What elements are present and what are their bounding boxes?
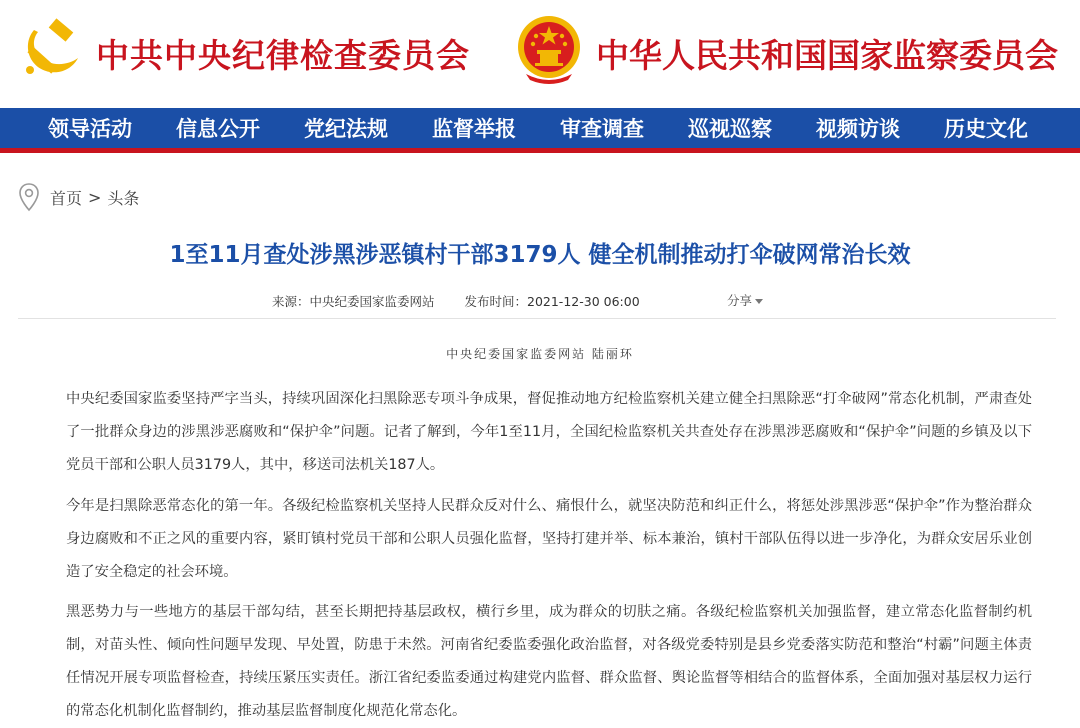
nav-item-inspection[interactable]: 巡视巡察 xyxy=(688,116,772,141)
main-nav xyxy=(0,108,1080,148)
nav-item-leadership[interactable]: 领导活动 xyxy=(48,116,132,141)
article-byline: 中央纪委国家监委网站 陆丽环 xyxy=(446,347,634,361)
article-title: 1至11月查处涉黑涉恶镇村干部3179人 健全机制推动打伞破网常治长效 xyxy=(169,242,911,268)
site-header xyxy=(0,0,1080,108)
nav-item-information[interactable]: 信息公开 xyxy=(176,116,260,141)
nav-item-history[interactable]: 历史文化 xyxy=(944,116,1028,141)
nav-divider-stripe xyxy=(0,148,1080,153)
meta-divider xyxy=(18,318,1056,319)
party-emblem-icon xyxy=(20,18,82,80)
nav-item-video[interactable]: 视频访谈 xyxy=(816,116,900,141)
org-name-ccdi: 中共中央纪律检查委员会 xyxy=(96,36,470,75)
share-label: 分享 xyxy=(727,293,753,308)
article-paragraph-2: 今年是扫黑除恶常态化的第一年。各级纪检监察机关坚持人民群众反对什么、痛恨什么，就坚决防范和纠正什么，将惩处涉黑涉恶“保护伞”作为整治群众身边腐败和不正之风的重要内容，紧盯镇村党员干部和公职人员强化监督，坚持打建并举、标本兼治，镇村干部队伍得以进一步净化，为群众安居乐业创造了安全稳定的社会环境。 xyxy=(66,498,1032,580)
article-meta xyxy=(272,292,666,310)
caret-down-icon xyxy=(755,299,763,304)
breadcrumb xyxy=(18,182,139,212)
breadcrumb-separator: > xyxy=(88,187,102,207)
share-button[interactable] xyxy=(727,291,763,309)
article-paragraph-3: 黑恶势力与一些地方的基层干部勾结，甚至长期把持基层政权，横行乡里，成为群众的切肤之痛。各级纪检监察机关加强监督，建立常态化监督制约机制，对苗头性、倾向性问题早发现、早处置，防患于未然。河南省纪委监委强化政治监督，对各级党委特别是县乡党委落实防范和整治“村霸”问题主体责任情况开展专项监督检查，持续压紧压实责任。浙江省纪委监委通过构建党内监督、群众监督、舆论监督等相结合的监督体系，全面加强对基层权力运行的常态化机制化监督制约，推动基层监督制度化规范化常态化。 xyxy=(66,604,1032,719)
article-publish-time: 发布时间：2021-12-30 06:00 xyxy=(464,294,640,309)
breadcrumb-current-link[interactable]: 头条 xyxy=(107,188,140,208)
org-name-nsc: 中华人民共和国国家监察委员会 xyxy=(596,36,1058,75)
article-paragraph-1: 中央纪委国家监委坚持严字当头，持续巩固深化扫黑除恶专项斗争成果，督促推动地方纪检监察机关建立健全扫黑除恶“打伞破网”常态化机制，严肃查处了一批群众身边的涉黑涉恶腐败和“保护伞”问题。记者了解到，今年1至11月，全国纪检监察机关共查处存在涉黑涉恶腐败和“保护伞”问题的乡镇及以下党员干部和公职人员3179人，其中，移送司法机关187人。 xyxy=(66,391,1032,473)
nav-item-regulations[interactable]: 党纪法规 xyxy=(304,116,388,141)
national-emblem-icon xyxy=(516,14,582,84)
nav-item-investigation[interactable]: 审查调查 xyxy=(560,116,644,141)
article-source: 来源：中央纪委国家监委网站 xyxy=(272,294,435,309)
location-pin-icon xyxy=(18,182,40,212)
breadcrumb-home-link[interactable]: 首页 xyxy=(50,188,83,208)
nav-item-report[interactable]: 监督举报 xyxy=(432,116,516,141)
